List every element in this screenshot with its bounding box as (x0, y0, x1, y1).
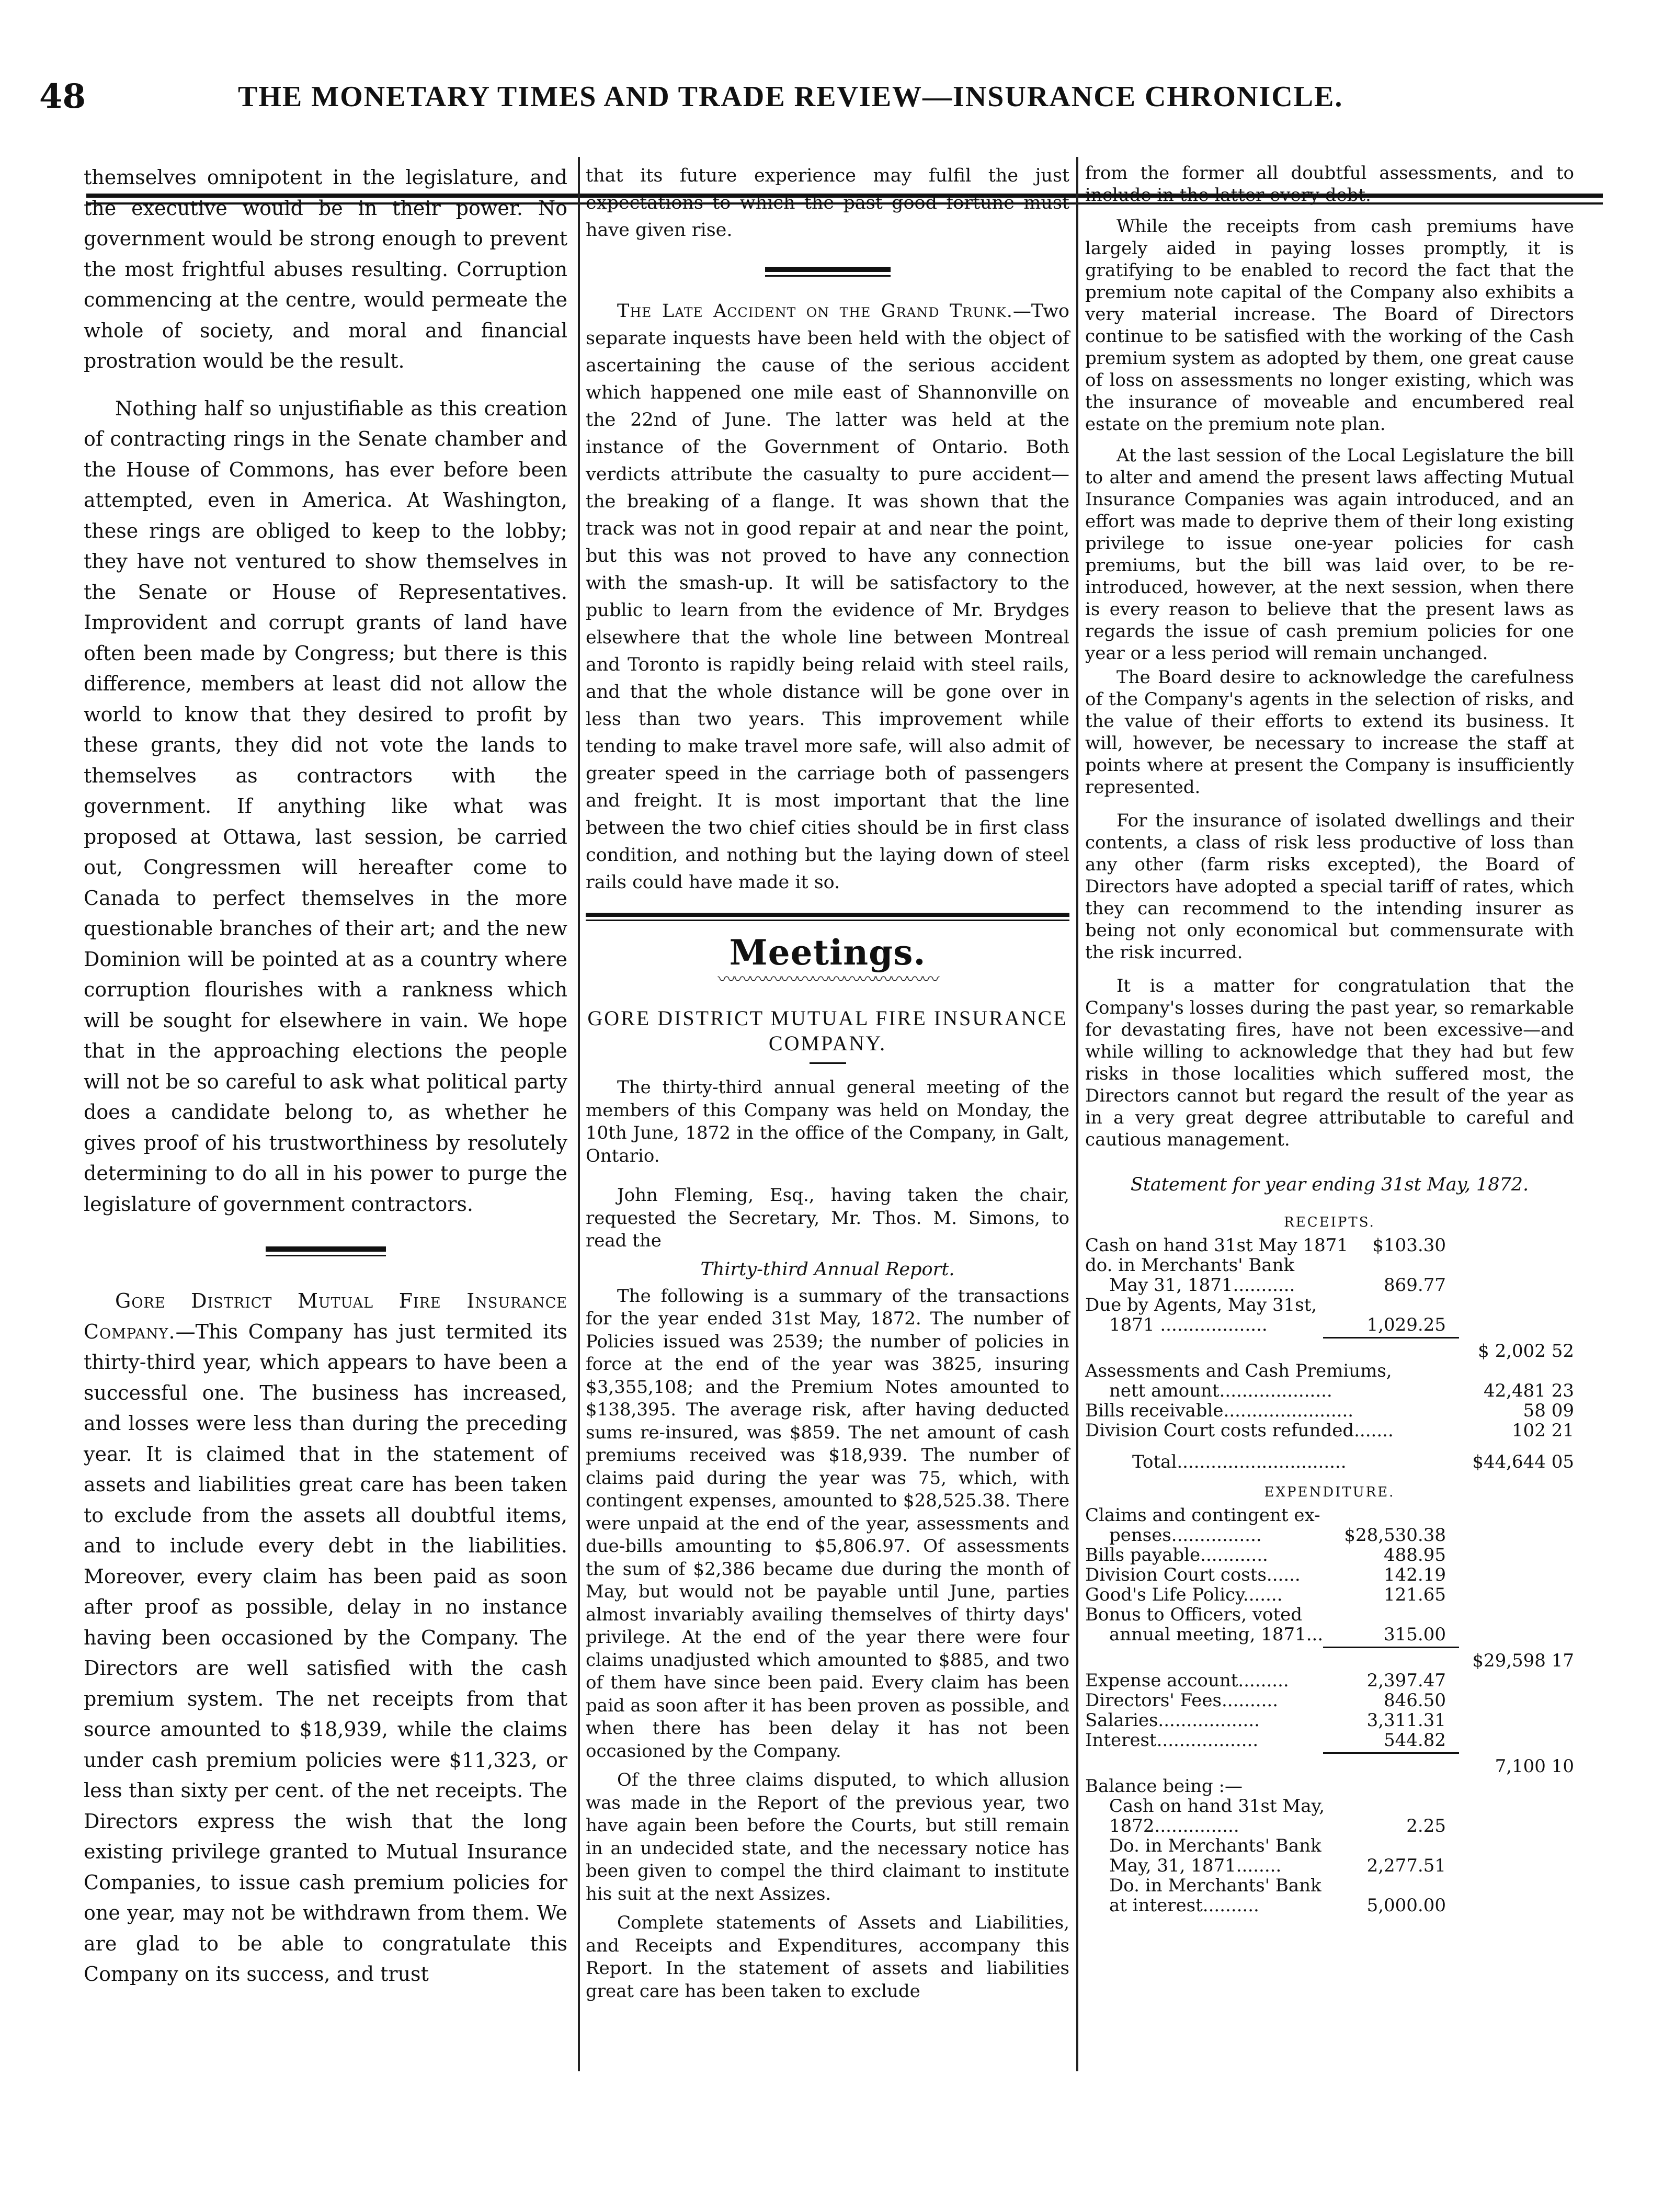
row-label: Expense account......... (1085, 1670, 1289, 1691)
row-amount: 142.19 (1384, 1564, 1446, 1585)
row-label: Cash on hand 31st May 1871 (1085, 1235, 1349, 1256)
row-amount: $103.30 (1372, 1235, 1446, 1256)
row-label: Bonus to Officers, voted (1085, 1604, 1303, 1625)
row-amount: 1,029.25 (1366, 1314, 1446, 1335)
row-label: Interest.................. (1085, 1730, 1259, 1751)
report-paragraph: Complete statements of Assets and Liabilities, and Receipts and Expenditures, accompany this Report. In the statement of assets and liabilities great care has been taken to exclude (586, 1912, 1069, 2002)
report-paragraph: Of the three claims disputed, to which allusion was made in the Report of the previous year, two have again been before the Courts, but still remain in an undecided state, and the necessary notice has been given to compel the third claimant to institute his suit at the next Assizes. (586, 1769, 1069, 1904)
wavy-divider: 〰〰〰〰〰〰〰〰〰〰〰〰〰〰 (717, 969, 938, 990)
row-label: Bills receivable....................... (1085, 1400, 1354, 1421)
column-divider-2 (1076, 157, 1078, 2071)
statement-row (1085, 1651, 1574, 1671)
receipts-table (1085, 1235, 1574, 1440)
row-label: do. in Merchants' Bank (1085, 1255, 1295, 1276)
row-amount: 2,397.47 (1366, 1670, 1446, 1691)
statement-row (1085, 1671, 1574, 1691)
statement-row (1085, 1565, 1574, 1585)
row-subtotal: 58 09 (1523, 1400, 1574, 1421)
row-label: Directors' Fees.......... (1085, 1690, 1279, 1711)
statement-row (1085, 1525, 1574, 1545)
statement-row (1085, 1295, 1574, 1315)
row-amount: 315.00 (1384, 1624, 1446, 1645)
row-label: nett amount.................... (1109, 1380, 1332, 1401)
statement-row (1085, 1235, 1574, 1255)
row-label: 1872............... (1109, 1816, 1239, 1836)
statement-row (1085, 1776, 1574, 1796)
row-label: Due by Agents, May 31st, (1085, 1295, 1317, 1315)
row-amount: 544.82 (1384, 1730, 1446, 1751)
statement-row (1085, 1876, 1574, 1896)
meetings-rule (586, 913, 1069, 921)
row-label: Division Court costs...... (1085, 1564, 1301, 1585)
article-body: —This Company has just termited its thirty-third year, which appears to have been a successful one. The business has increased, and losses were less than during the preceding year. It is claimed that in the statement of assets and liabilities great care has been taken to exclude from the assets all doubtful items, and to include every debt in the liabilities. Moreover, every claim has been paid as soon after proof as possible, delay in no instance having been occasioned by the Company. The Directors are well satisfied with the cash premium system. The net receipts from that source amounted to $18,939, while the claims under cash premium policies were $11,323, or less than sixty per cent. of the net receipts. The Directors express the wish that the long existing privilege granted to Mutual Insurance Companies, to issue cash premium policies for one year, may not be withdrawn from them. We are glad to be able to congratulate this Company on its success, and trust (84, 1320, 567, 1986)
row-label: Cash on hand 31st May, (1109, 1796, 1325, 1817)
report-paragraph: It is a matter for congratulation that the Company's losses during the past year, so remarkable for devastating fires, have not been excessive—and while willing to acknowledge that they had but few risks in those localities which suffered most, the Directors cannot but regard the result of the year as in a very great degree attributable to careful and cautious management. (1085, 975, 1574, 1150)
row-label: Assessments and Cash Premiums, (1085, 1360, 1392, 1381)
article-body: —Two separate inquests have been held with the object of ascertaining the cause of the serious accident which happened one mile east of Shannonville on the 22nd of June. The latter was held at the instance of the Government of Ontario. Both verdicts attribute the casualty to pure accident—the breaking of a flange. It was shown that the track was not in good repair at and near the point, but this was not proved to have any connection with the smash-up. It will be satisfactory to the public to learn from the evidence of Mr. Brydges elsewhere that the whole line between Montreal and Toronto is rapidly being relaid with steel rails, and that the whole distance will be gone over in less than two years. This improvement while tending to make travel more safe, will also admit of greater speed in the carriage both of passengers and freight. It is most important that the line between the two chief cities should be in first class condition, and nothing but the laying down of steel rails could have made it so. (586, 301, 1069, 893)
statement-row (1085, 1605, 1574, 1625)
row-label: 1871 ................... (1109, 1314, 1268, 1335)
row-label: Good's Life Policy....... (1085, 1584, 1283, 1605)
article-title: The Late Accident on the Grand Trunk. (617, 301, 1013, 322)
grand-trunk-article (586, 298, 1069, 896)
article-paragraph: that its future experience may fulfil the just expectations to which the past good fortune must have given rise. (586, 165, 1069, 241)
total-value: $44,644 05 (1472, 1451, 1574, 1472)
row-subtotal: 42,481 23 (1483, 1380, 1574, 1401)
report-title: Thirty-third Annual Report. (700, 1258, 955, 1280)
meetings-heading: Meetings. (729, 932, 926, 973)
page-number: 48 (39, 77, 86, 116)
receipts-heading: RECEIPTS. (1284, 1215, 1375, 1230)
statement-row (1085, 1756, 1574, 1776)
statement-row (1085, 1341, 1574, 1361)
section-separator (765, 267, 891, 277)
statement-row (1085, 1545, 1574, 1565)
statement-row (1085, 1421, 1574, 1440)
statement-row (1085, 1691, 1574, 1710)
gore-district-article (84, 1286, 567, 1990)
row-label: May, 31, 1871........ (1109, 1855, 1282, 1876)
statement-row (1085, 1816, 1574, 1836)
row-amount: 121.65 (1384, 1584, 1446, 1605)
row-subtotal: 102 21 (1512, 1420, 1574, 1441)
row-amount: 846.50 (1384, 1690, 1446, 1711)
table-spacer (1085, 1440, 1574, 1452)
gore-meeting-heading: GORE DISTRICT MUTUAL FIRE INSURANCE COMPANY. (587, 1006, 1068, 1055)
publication-title: THE MONETARY TIMES AND TRADE REVIEW—INSURANCE CHRONICLE. (238, 81, 1343, 113)
row-amount: 5,000.00 (1366, 1895, 1446, 1916)
receipts-total-row (1085, 1452, 1574, 1472)
row-subtotal: 7,100 10 (1495, 1756, 1574, 1777)
row-label: Claims and contingent ex- (1085, 1505, 1320, 1526)
statement-row (1085, 1361, 1574, 1381)
total-label: Total.............................. (1132, 1451, 1347, 1472)
editorial-paragraph: Nothing half so unjustifiable as this creation of contracting rings in the Senate chamber and the House of Commons, has ever before been attempted, even in America. At Washington, these rings are obliged to keep to the lobby; they have not ventured to show themselves in the Senate or House of Representatives. Improvident and corrupt grants of land have often been made by Congress; but there is this difference, members at least did not allow the world to know that they desired to profit by these grants, they did not vote the lands to themselves as contractors with the government. If anything like what was proposed at Ottawa, last session, be carried out, Congressmen will hereafter come to Canada to perfect themselves in the more questionable branches of their art; and the new Dominion will be pointed at as a country where corruption flourishes with a rankness which will be sought for elsewhere in vain. We hope that in the approaching elections the people will not be so careful to ask what political party does a candidate belong to, as whether he gives proof of his trustworthiness by resolutely determining to do all in his power to purge the legislature of government contractors. (84, 396, 567, 1216)
report-paragraph: The thirty-third annual general meeting of the members of this Company was held on Monday, the 10th June, 1872 in the office of the Company, in Galt, Ontario. (586, 1077, 1069, 1166)
column-2 (586, 162, 1069, 2020)
row-amount: 3,311.31 (1366, 1710, 1446, 1731)
report-paragraph: While the receipts from cash premiums have largely aided in paying losses promptly, it is gratifying to be enabled to record the fact that the premium note capital of the Company also exhibits a very material increase. The Board of Directors continue to be satisfied with the working of the Cash premium system as adopted by them, one great cause of loss on assessments no longer existing, which was the insurance of moveable and encumbered real estate on the premium note plan. (1085, 216, 1574, 435)
row-label: Balance being :— (1085, 1776, 1243, 1797)
page-header (39, 65, 1587, 144)
row-amount: 2.25 (1406, 1816, 1446, 1836)
row-label: Bills payable............ (1085, 1545, 1268, 1566)
statement-row (1085, 1255, 1574, 1275)
expenditure-heading: EXPENDITURE. (1264, 1484, 1395, 1500)
column-3 (1085, 162, 1574, 1915)
statement-row (1085, 1730, 1574, 1750)
statement-row (1085, 1401, 1574, 1421)
row-amount: 869.77 (1384, 1275, 1446, 1296)
column-1 (84, 162, 567, 2006)
statement-row (1085, 1275, 1574, 1295)
row-label: May 31, 1871........... (1109, 1275, 1295, 1296)
statement-row (1085, 1836, 1574, 1856)
short-dash (810, 1062, 846, 1064)
report-paragraph: The Board desire to acknowledge the carefulness of the Company's agents in the selection of risks, and the value of their efforts to extend its business. It will, however, be necessary to increase the staff at points where at present the Company is insufficiently represented. (1085, 667, 1574, 798)
report-paragraph: The following is a summary of the transactions for the year ended 31st May, 1872. The number of Policies issued was 2539; the number of policies in force at the end of the year was 3825, insuring $3,355,108; and the Premium Notes amounted to $138,395. The average risk, after having deducted sums re-insured, was $859. The net amount of cash premiums received was $18,939. The number of claims paid during the year was 75, which, with contingent expenses, amounted to $28,525.38. There were unpaid at the end of the year, assessments and due-bills amounting to $5,806.97. Of assessments the sum of $2,386 became due during the month of May, but would not be payable until June, parties almost invariably availing themselves of thirty days' privilege. At the end of the year there were four claims unadjusted which amounted to $885, and two of them have since been paid. Every claim has been paid as soon after it has been proven as possible, and when there has been delay it has not been occasioned by the Company. (586, 1285, 1069, 1762)
statement-row (1085, 1856, 1574, 1876)
row-amount: 2,277.51 (1366, 1855, 1446, 1876)
report-paragraph: from the former all doubtful assessments, and to include in the latter every debt. (1085, 163, 1574, 206)
statement-row (1085, 1315, 1574, 1335)
row-label: Division Court costs refunded....... (1085, 1420, 1394, 1441)
row-label: Do. in Merchants' Bank (1109, 1875, 1321, 1896)
expenditure-table (1085, 1505, 1574, 1915)
column-divider-1 (578, 157, 580, 2071)
report-paragraph: For the insurance of isolated dwellings and their contents, a class of risk less productive of loss than any other (farm risks excepted), the Board of Directors have adopted a special tariff of rates, which they can recommend to the intending insurer as being not only economical but commensurate with the risk incurred. (1085, 810, 1574, 963)
report-paragraph: John Fleming, Esq., having taken the chair, requested the Secretary, Mr. Thos. M. Simons, to read the (586, 1185, 1069, 1251)
statement-title: Statement for year ending 31st May, 1872. (1130, 1174, 1529, 1195)
row-subtotal: $ 2,002 52 (1478, 1341, 1574, 1362)
statement-row (1085, 1505, 1574, 1525)
row-label: Salaries.................. (1085, 1710, 1260, 1731)
row-label: at interest.......... (1109, 1895, 1259, 1916)
statement-row (1085, 1585, 1574, 1605)
section-separator (266, 1246, 386, 1256)
row-label: annual meeting, 1871... (1109, 1624, 1324, 1645)
statement-row (1085, 1796, 1574, 1816)
statement-row (1085, 1896, 1574, 1915)
statement-row (1085, 1625, 1574, 1644)
row-amount: $28,530.38 (1344, 1525, 1446, 1546)
row-label: Do. in Merchants' Bank (1109, 1835, 1321, 1856)
statement-row (1085, 1710, 1574, 1730)
article-title: Gore District Mutual Fire Insurance Company. (84, 1289, 567, 1343)
report-paragraph: At the last session of the Local Legislature the bill to alter and amend the present laws affecting Mutual Insurance Companies was again introduced, and an effort was made to deprive them of their long existing privilege to issue one-year policies for cash premiums, but the bill was laid over, to be re-introduced, however, at the next session, when there is every reason to believe that the present laws as regards the issue of cash premium policies for one year or a less period will remain unchanged. (1085, 445, 1574, 664)
row-label: penses................ (1109, 1525, 1262, 1546)
row-amount: 488.95 (1384, 1545, 1446, 1566)
editorial-paragraph: themselves omnipotent in the legislature, and the executive would be in their power. No government would be strong enough to prevent the most frightful abuses resulting. Corruption commencing at the centre, would permeate the whole of society, and moral and financial prostration would be the result. (84, 166, 567, 372)
statement-row (1085, 1381, 1574, 1401)
row-subtotal: $29,598 17 (1472, 1650, 1574, 1671)
